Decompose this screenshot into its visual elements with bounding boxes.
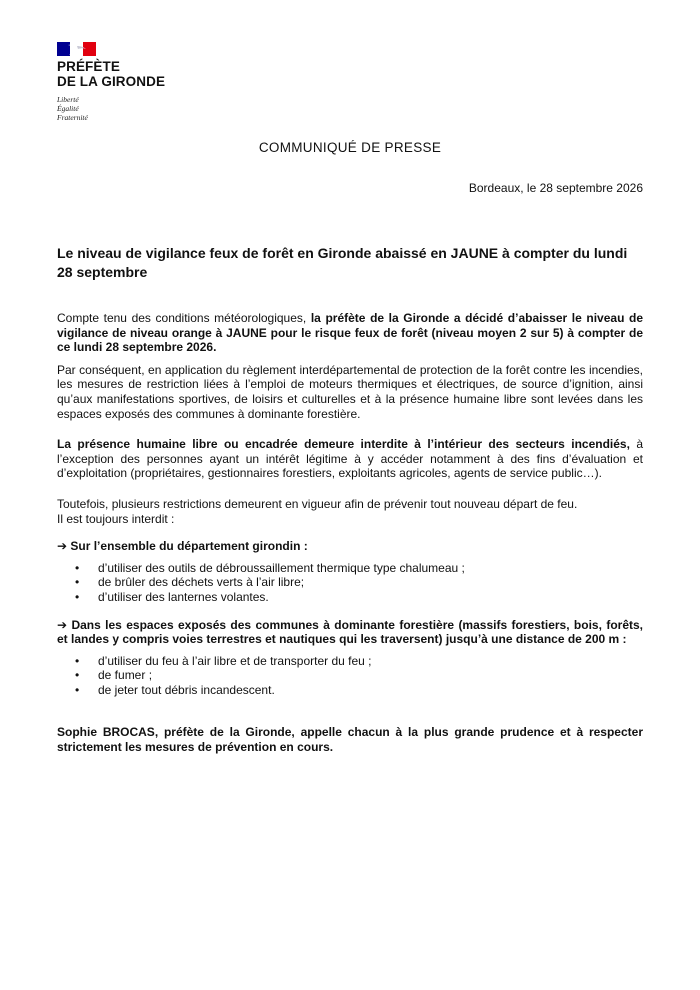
section-forest-list bbox=[57, 654, 643, 698]
list-item-text: d’utiliser du feu à l’air libre et de transporter du feu ; bbox=[98, 653, 372, 668]
bullet-icon: • bbox=[75, 589, 80, 604]
paragraph-conditions bbox=[57, 311, 643, 355]
paragraph-conditions-lead: Compte tenu des conditions météorologiques, bbox=[57, 311, 311, 325]
closing-statement: Sophie BROCAS, préfète de la Gironde, appelle chacun à la plus grande prudence et à respecter strictement les mesures de prévention en cours. bbox=[57, 725, 643, 755]
section-department-heading: ➔ Sur l’ensemble du département girondin : bbox=[57, 539, 308, 554]
motto-egalite: Égalité bbox=[57, 104, 79, 113]
list-item-text: d’utiliser des outils de débroussaillement thermique type chalumeau ; bbox=[98, 560, 465, 575]
motto-fraternite: Fraternité bbox=[57, 113, 88, 122]
bullet-icon: • bbox=[75, 653, 80, 668]
list-item bbox=[57, 590, 643, 605]
prefecture-logo bbox=[57, 42, 165, 122]
dateline: Bordeaux, le 28 septembre 2026 bbox=[468, 181, 643, 195]
list-item-text: de brûler des déchets verts à l’air libre; bbox=[98, 575, 305, 590]
section-forest-heading: ➔ Dans les espaces exposés des communes à dominante forestière (massifs forestiers, bois, forêts, et landes y compris voies terrestres et nautiques qui les traversent) jusqu’à une distance de 200 m : bbox=[57, 617, 643, 647]
paragraph-burned-areas-rest: à l’exception des personnes ayant un intérêt légitime à y accéder notamment à des fins d’évaluation et d’exploitation (propriétaires, gestionnaires forestiers, exploitants agricoles, agents de service public…). bbox=[57, 437, 643, 481]
list-item bbox=[57, 561, 643, 576]
bullet-icon: • bbox=[75, 560, 80, 575]
list-item bbox=[57, 654, 643, 669]
paragraph-consequences: Par conséquent, en application du règlement interdépartemental de protection de la forêt contre les incendies, les mesures de restriction liées à l’emploi de moteurs thermiques et électriques, de source d’ignition, ainsi qu’aux manifestations sportives, de loisirs et culturelles et à la présence humaine libre sont levées dans les espaces exposés des communes à dominante forestière. bbox=[57, 362, 643, 421]
bullet-icon: • bbox=[75, 682, 80, 697]
body-text bbox=[57, 311, 643, 755]
motto-liberte: Liberté bbox=[57, 95, 79, 104]
logo-title-line2: DE LA GIRONDE bbox=[57, 73, 166, 89]
section-department-list bbox=[57, 561, 643, 605]
list-item bbox=[57, 575, 643, 590]
paragraph-restrictions bbox=[57, 497, 643, 526]
list-item bbox=[57, 683, 643, 698]
paragraph-restrictions-line2: Il est toujours interdit : bbox=[57, 511, 175, 526]
republic-motto bbox=[57, 95, 165, 122]
paragraph-conditions-bold: la préfète de la Gironde a décidé d’abaisser le niveau de vigilance de niveau orange à JAUNE pour le risque feux de forêt (niveau moyen 2 sur 5) à compter de ce lundi 28 septembre 2026. bbox=[57, 311, 644, 355]
logo-title-line1: PRÉFÈTE bbox=[57, 59, 120, 74]
logo-title bbox=[57, 60, 165, 89]
paragraph-burned-areas-bold: La présence humaine libre ou encadrée demeure interdite à l’intérieur des secteurs incendiés, bbox=[57, 437, 630, 452]
bullet-icon: • bbox=[75, 668, 80, 683]
paragraph-restrictions-line1: Toutefois, plusieurs restrictions demeurent en vigueur afin de prévenir tout nouveau départ de feu. bbox=[57, 496, 578, 511]
headline: Le niveau de vigilance feux de forêt en Gironde abaissé en JAUNE à compter du lundi 28 septembre bbox=[57, 245, 628, 280]
list-item-text: d’utiliser des lanternes volantes. bbox=[98, 589, 269, 604]
list-item bbox=[57, 668, 643, 683]
press-release-title: COMMUNIQUÉ DE PRESSE bbox=[258, 140, 442, 155]
paragraph-burned-areas bbox=[57, 437, 643, 481]
list-item-text: de fumer ; bbox=[98, 668, 153, 683]
list-item-text: de jeter tout débris incandescent. bbox=[98, 682, 275, 697]
bullet-icon: • bbox=[75, 575, 80, 590]
marianne-flag-icon bbox=[57, 42, 96, 56]
